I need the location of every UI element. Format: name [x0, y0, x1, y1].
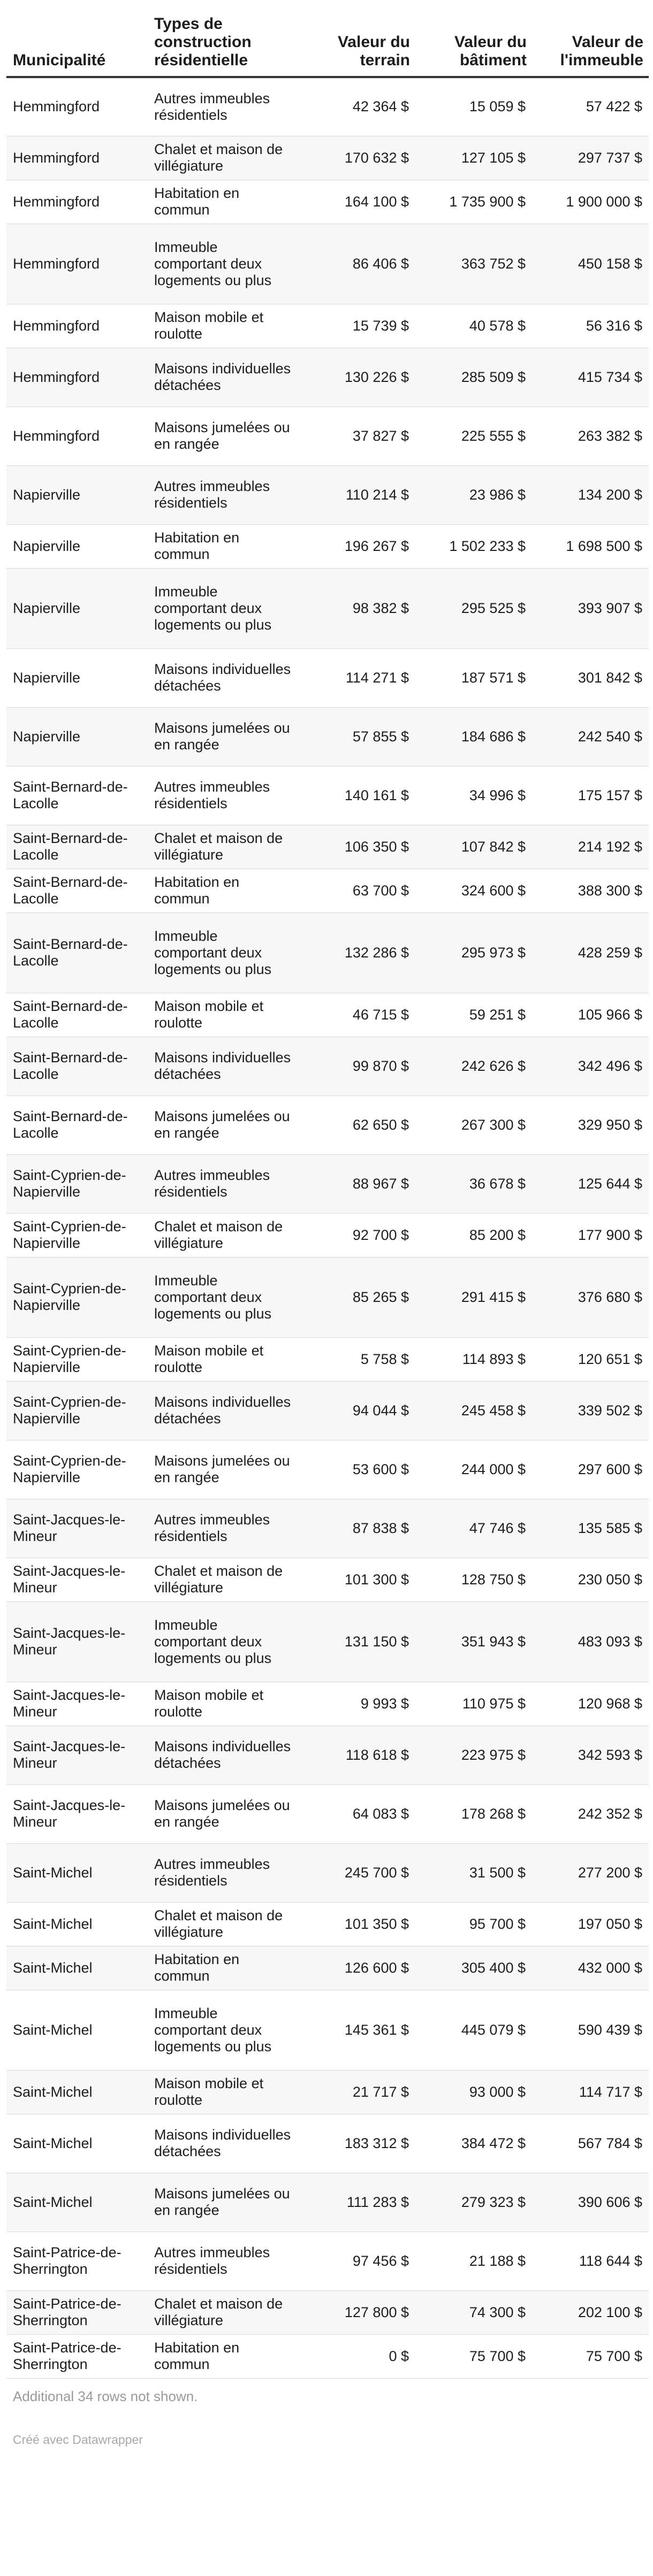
- cell-type: Maisons jumelées ou en rangée: [149, 1440, 299, 1499]
- cell-immeuble: 118 644 $: [532, 2232, 649, 2290]
- table-row: [6, 913, 649, 993]
- cell-batiment: 295 973 $: [415, 913, 532, 993]
- cell-batiment: 107 842 $: [415, 825, 532, 869]
- cell-type: Immeuble comportant deux logements ou plus: [149, 1990, 299, 2070]
- table-row: [6, 2290, 649, 2334]
- cell-batiment: 291 415 $: [415, 1257, 532, 1337]
- cell-terrain: 46 715 $: [299, 993, 415, 1037]
- cell-municipalite: Napierville: [6, 707, 149, 766]
- cell-terrain: 183 312 $: [299, 2114, 415, 2173]
- cell-terrain: 88 967 $: [299, 1154, 415, 1213]
- cell-terrain: 164 100 $: [299, 180, 415, 224]
- cell-batiment: 114 893 $: [415, 1337, 532, 1381]
- table-container: [6, 0, 649, 2447]
- cell-immeuble: 390 606 $: [532, 2173, 649, 2232]
- cell-municipalite: Napierville: [6, 648, 149, 707]
- cell-municipalite: Saint-Jacques-le-Mineur: [6, 1558, 149, 1601]
- cell-immeuble: 177 900 $: [532, 1213, 649, 1257]
- cell-immeuble: 120 651 $: [532, 1337, 649, 1381]
- cell-immeuble: 388 300 $: [532, 869, 649, 913]
- cell-municipalite: Saint-Michel: [6, 1990, 149, 2070]
- cell-municipalite: Saint-Michel: [6, 1946, 149, 1990]
- cell-terrain: 127 800 $: [299, 2290, 415, 2334]
- table-row: [6, 77, 649, 136]
- table-row: [6, 1440, 649, 1499]
- table-row: [6, 1095, 649, 1154]
- cell-type: Maison mobile et roulotte: [149, 993, 299, 1037]
- column-header-municipalite[interactable]: Municipalité: [6, 0, 149, 77]
- cell-immeuble: 567 784 $: [532, 2114, 649, 2173]
- cell-municipalite: Hemmingford: [6, 407, 149, 465]
- table-row: [6, 348, 649, 407]
- cell-type: Chalet et maison de villégiature: [149, 136, 299, 180]
- cell-batiment: 178 268 $: [415, 1784, 532, 1843]
- cell-type: Immeuble comportant deux logements ou plus: [149, 913, 299, 993]
- table-row: [6, 224, 649, 304]
- cell-batiment: 279 323 $: [415, 2173, 532, 2232]
- cell-type: Immeuble comportant deux logements ou plus: [149, 568, 299, 648]
- cell-terrain: 106 350 $: [299, 825, 415, 869]
- cell-type: Maison mobile et roulotte: [149, 1337, 299, 1381]
- table-row: [6, 2114, 649, 2173]
- cell-batiment: 305 400 $: [415, 1946, 532, 1990]
- column-header-batiment[interactable]: Valeur du bâtiment: [415, 0, 532, 77]
- column-header-immeuble[interactable]: Valeur de l'immeuble: [532, 0, 649, 77]
- cell-municipalite: Saint-Jacques-le-Mineur: [6, 1784, 149, 1843]
- cell-type: Chalet et maison de villégiature: [149, 825, 299, 869]
- cell-immeuble: 393 907 $: [532, 568, 649, 648]
- cell-immeuble: 590 439 $: [532, 1990, 649, 2070]
- cell-batiment: 242 626 $: [415, 1037, 532, 1095]
- cell-immeuble: 297 737 $: [532, 136, 649, 180]
- cell-terrain: 64 083 $: [299, 1784, 415, 1843]
- cell-batiment: 85 200 $: [415, 1213, 532, 1257]
- cell-type: Autres immeubles résidentiels: [149, 2232, 299, 2290]
- cell-municipalite: Hemmingford: [6, 136, 149, 180]
- table-row: [6, 648, 649, 707]
- table-row: [6, 568, 649, 648]
- cell-municipalite: Saint-Bernard-de-Lacolle: [6, 825, 149, 869]
- table-row: [6, 766, 649, 825]
- cell-municipalite: Hemmingford: [6, 77, 149, 136]
- cell-immeuble: 329 950 $: [532, 1095, 649, 1154]
- cell-batiment: 34 996 $: [415, 766, 532, 825]
- cell-batiment: 74 300 $: [415, 2290, 532, 2334]
- cell-municipalite: Saint-Bernard-de-Lacolle: [6, 869, 149, 913]
- table-body: [6, 77, 649, 2378]
- cell-municipalite: Saint-Patrice-de-Sherrington: [6, 2290, 149, 2334]
- cell-type: Habitation en commun: [149, 869, 299, 913]
- cell-type: Maison mobile et roulotte: [149, 2070, 299, 2114]
- table-row: [6, 1337, 649, 1381]
- cell-terrain: 37 827 $: [299, 407, 415, 465]
- cell-municipalite: Saint-Bernard-de-Lacolle: [6, 1095, 149, 1154]
- cell-terrain: 0 $: [299, 2334, 415, 2378]
- cell-batiment: 245 458 $: [415, 1381, 532, 1440]
- cell-batiment: 225 555 $: [415, 407, 532, 465]
- cell-type: Autres immeubles résidentiels: [149, 465, 299, 524]
- cell-batiment: 295 525 $: [415, 568, 532, 648]
- table-row: [6, 1601, 649, 1682]
- cell-municipalite: Saint-Michel: [6, 2114, 149, 2173]
- cell-batiment: 267 300 $: [415, 1095, 532, 1154]
- cell-type: Autres immeubles résidentiels: [149, 77, 299, 136]
- table-row: [6, 1381, 649, 1440]
- cell-municipalite: Saint-Michel: [6, 2173, 149, 2232]
- cell-type: Maisons individuelles détachées: [149, 1037, 299, 1095]
- header-row: [6, 0, 649, 77]
- table-row: [6, 180, 649, 224]
- cell-batiment: 110 975 $: [415, 1682, 532, 1726]
- table-row: [6, 1037, 649, 1095]
- cell-municipalite: Saint-Jacques-le-Mineur: [6, 1499, 149, 1558]
- cell-municipalite: Hemmingford: [6, 180, 149, 224]
- cell-batiment: 351 943 $: [415, 1601, 532, 1682]
- cell-type: Chalet et maison de villégiature: [149, 1213, 299, 1257]
- cell-municipalite: Saint-Michel: [6, 2070, 149, 2114]
- cell-immeuble: 483 093 $: [532, 1601, 649, 1682]
- cell-batiment: 285 509 $: [415, 348, 532, 407]
- column-header-type[interactable]: Types de construction résidentielle: [149, 0, 299, 77]
- cell-terrain: 15 739 $: [299, 304, 415, 348]
- cell-type: Maison mobile et roulotte: [149, 1682, 299, 1726]
- cell-batiment: 324 600 $: [415, 869, 532, 913]
- table-row: [6, 304, 649, 348]
- cell-immeuble: 56 316 $: [532, 304, 649, 348]
- cell-type: Maisons individuelles détachées: [149, 648, 299, 707]
- cell-municipalite: Saint-Bernard-de-Lacolle: [6, 766, 149, 825]
- cell-terrain: 110 214 $: [299, 465, 415, 524]
- cell-immeuble: 415 734 $: [532, 348, 649, 407]
- cell-terrain: 118 618 $: [299, 1726, 415, 1784]
- table-row: [6, 993, 649, 1037]
- cell-municipalite: Saint-Jacques-le-Mineur: [6, 1726, 149, 1784]
- table-row: [6, 2334, 649, 2378]
- table-row: [6, 1843, 649, 1902]
- cell-municipalite: Saint-Bernard-de-Lacolle: [6, 913, 149, 993]
- cell-terrain: 131 150 $: [299, 1601, 415, 1682]
- table-row: [6, 1726, 649, 1784]
- cell-type: Maisons jumelées ou en rangée: [149, 407, 299, 465]
- cell-immeuble: 135 585 $: [532, 1499, 649, 1558]
- cell-municipalite: Saint-Cyprien-de-Napierville: [6, 1440, 149, 1499]
- cell-type: Maisons individuelles détachées: [149, 1726, 299, 1784]
- cell-batiment: 31 500 $: [415, 1843, 532, 1902]
- cell-type: Maisons jumelées ou en rangée: [149, 707, 299, 766]
- table-row: [6, 825, 649, 869]
- cell-immeuble: 242 540 $: [532, 707, 649, 766]
- cell-batiment: 1 502 233 $: [415, 524, 532, 568]
- cell-terrain: 126 600 $: [299, 1946, 415, 1990]
- cell-type: Immeuble comportant deux logements ou plus: [149, 1257, 299, 1337]
- cell-type: Chalet et maison de villégiature: [149, 2290, 299, 2334]
- cell-terrain: 85 265 $: [299, 1257, 415, 1337]
- cell-municipalite: Saint-Patrice-de-Sherrington: [6, 2232, 149, 2290]
- cell-immeuble: 339 502 $: [532, 1381, 649, 1440]
- cell-batiment: 15 059 $: [415, 77, 532, 136]
- cell-terrain: 170 632 $: [299, 136, 415, 180]
- cell-terrain: 130 226 $: [299, 348, 415, 407]
- cell-type: Habitation en commun: [149, 524, 299, 568]
- cell-type: Maisons jumelées ou en rangée: [149, 1784, 299, 1843]
- cell-immeuble: 202 100 $: [532, 2290, 649, 2334]
- table-row: [6, 407, 649, 465]
- cell-immeuble: 105 966 $: [532, 993, 649, 1037]
- cell-immeuble: 114 717 $: [532, 2070, 649, 2114]
- cell-batiment: 95 700 $: [415, 1902, 532, 1946]
- cell-municipalite: Saint-Jacques-le-Mineur: [6, 1682, 149, 1726]
- cell-immeuble: 297 600 $: [532, 1440, 649, 1499]
- cell-municipalite: Hemmingford: [6, 304, 149, 348]
- cell-municipalite: Napierville: [6, 465, 149, 524]
- cell-terrain: 111 283 $: [299, 2173, 415, 2232]
- cell-municipalite: Napierville: [6, 568, 149, 648]
- cell-batiment: 75 700 $: [415, 2334, 532, 2378]
- cell-municipalite: Saint-Patrice-de-Sherrington: [6, 2334, 149, 2378]
- cell-municipalite: Saint-Cyprien-de-Napierville: [6, 1337, 149, 1381]
- cell-immeuble: 432 000 $: [532, 1946, 649, 1990]
- cell-type: Habitation en commun: [149, 2334, 299, 2378]
- cell-terrain: 196 267 $: [299, 524, 415, 568]
- cell-batiment: 21 188 $: [415, 2232, 532, 2290]
- cell-type: Immeuble comportant deux logements ou plus: [149, 1601, 299, 1682]
- cell-batiment: 223 975 $: [415, 1726, 532, 1784]
- cell-terrain: 21 717 $: [299, 2070, 415, 2114]
- table-row: [6, 2070, 649, 2114]
- cell-terrain: 97 456 $: [299, 2232, 415, 2290]
- table-row: [6, 1558, 649, 1601]
- cell-terrain: 145 361 $: [299, 1990, 415, 2070]
- table-row: [6, 1902, 649, 1946]
- cell-type: Maisons jumelées ou en rangée: [149, 2173, 299, 2232]
- cell-immeuble: 376 680 $: [532, 1257, 649, 1337]
- cell-municipalite: Saint-Cyprien-de-Napierville: [6, 1154, 149, 1213]
- cell-municipalite: Hemmingford: [6, 348, 149, 407]
- more-rows-note: Additional 34 rows not shown.: [13, 2388, 198, 2404]
- cell-terrain: 9 993 $: [299, 1682, 415, 1726]
- credit-line: Créé avec Datawrapper: [13, 2432, 143, 2447]
- cell-municipalite: Saint-Cyprien-de-Napierville: [6, 1213, 149, 1257]
- cell-type: Maisons individuelles détachées: [149, 348, 299, 407]
- cell-batiment: 59 251 $: [415, 993, 532, 1037]
- table-row: [6, 1990, 649, 2070]
- cell-municipalite: Saint-Cyprien-de-Napierville: [6, 1381, 149, 1440]
- cell-immeuble: 57 422 $: [532, 77, 649, 136]
- cell-terrain: 99 870 $: [299, 1037, 415, 1095]
- cell-immeuble: 120 968 $: [532, 1682, 649, 1726]
- cell-batiment: 93 000 $: [415, 2070, 532, 2114]
- cell-batiment: 187 571 $: [415, 648, 532, 707]
- cell-terrain: 132 286 $: [299, 913, 415, 993]
- cell-terrain: 53 600 $: [299, 1440, 415, 1499]
- cell-type: Autres immeubles résidentiels: [149, 766, 299, 825]
- cell-immeuble: 1 900 000 $: [532, 180, 649, 224]
- cell-municipalite: Saint-Bernard-de-Lacolle: [6, 1037, 149, 1095]
- cell-immeuble: 342 496 $: [532, 1037, 649, 1095]
- cell-type: Habitation en commun: [149, 180, 299, 224]
- cell-terrain: 98 382 $: [299, 568, 415, 648]
- table-row: [6, 2173, 649, 2232]
- table-row: [6, 1946, 649, 1990]
- cell-terrain: 86 406 $: [299, 224, 415, 304]
- column-header-terrain[interactable]: Valeur du terrain: [299, 0, 415, 77]
- cell-type: Chalet et maison de villégiature: [149, 1902, 299, 1946]
- table-row: [6, 707, 649, 766]
- cell-immeuble: 214 192 $: [532, 825, 649, 869]
- cell-terrain: 101 350 $: [299, 1902, 415, 1946]
- cell-batiment: 36 678 $: [415, 1154, 532, 1213]
- cell-type: Autres immeubles résidentiels: [149, 1843, 299, 1902]
- cell-immeuble: 75 700 $: [532, 2334, 649, 2378]
- cell-batiment: 184 686 $: [415, 707, 532, 766]
- table-row: [6, 465, 649, 524]
- cell-terrain: 245 700 $: [299, 1843, 415, 1902]
- cell-terrain: 140 161 $: [299, 766, 415, 825]
- table-row: [6, 1682, 649, 1726]
- table-row: [6, 1784, 649, 1843]
- cell-type: Autres immeubles résidentiels: [149, 1499, 299, 1558]
- cell-batiment: 40 578 $: [415, 304, 532, 348]
- cell-type: Habitation en commun: [149, 1946, 299, 1990]
- cell-type: Immeuble comportant deux logements ou plus: [149, 224, 299, 304]
- cell-batiment: 363 752 $: [415, 224, 532, 304]
- table-row: [6, 2232, 649, 2290]
- cell-type: Maisons individuelles détachées: [149, 2114, 299, 2173]
- cell-immeuble: 301 842 $: [532, 648, 649, 707]
- table-row: [6, 136, 649, 180]
- cell-municipalite: Hemmingford: [6, 224, 149, 304]
- cell-batiment: 127 105 $: [415, 136, 532, 180]
- cell-terrain: 114 271 $: [299, 648, 415, 707]
- cell-type: Autres immeubles résidentiels: [149, 1154, 299, 1213]
- cell-terrain: 92 700 $: [299, 1213, 415, 1257]
- cell-terrain: 94 044 $: [299, 1381, 415, 1440]
- cell-terrain: 63 700 $: [299, 869, 415, 913]
- cell-terrain: 57 855 $: [299, 707, 415, 766]
- cell-immeuble: 428 259 $: [532, 913, 649, 993]
- cell-immeuble: 342 593 $: [532, 1726, 649, 1784]
- cell-immeuble: 263 382 $: [532, 407, 649, 465]
- cell-immeuble: 277 200 $: [532, 1843, 649, 1902]
- data-table: [6, 0, 649, 2379]
- table-row: [6, 1257, 649, 1337]
- cell-immeuble: 134 200 $: [532, 465, 649, 524]
- cell-terrain: 101 300 $: [299, 1558, 415, 1601]
- cell-municipalite: Saint-Bernard-de-Lacolle: [6, 993, 149, 1037]
- cell-batiment: 47 746 $: [415, 1499, 532, 1558]
- cell-immeuble: 230 050 $: [532, 1558, 649, 1601]
- cell-type: Maisons individuelles détachées: [149, 1381, 299, 1440]
- cell-immeuble: 197 050 $: [532, 1902, 649, 1946]
- cell-terrain: 42 364 $: [299, 77, 415, 136]
- cell-immeuble: 125 644 $: [532, 1154, 649, 1213]
- cell-terrain: 62 650 $: [299, 1095, 415, 1154]
- cell-batiment: 445 079 $: [415, 1990, 532, 2070]
- cell-type: Maisons jumelées ou en rangée: [149, 1095, 299, 1154]
- cell-immeuble: 1 698 500 $: [532, 524, 649, 568]
- cell-batiment: 128 750 $: [415, 1558, 532, 1601]
- table-row: [6, 1213, 649, 1257]
- table-row: [6, 1154, 649, 1213]
- cell-immeuble: 175 157 $: [532, 766, 649, 825]
- cell-terrain: 87 838 $: [299, 1499, 415, 1558]
- cell-batiment: 1 735 900 $: [415, 180, 532, 224]
- cell-municipalite: Saint-Cyprien-de-Napierville: [6, 1257, 149, 1337]
- cell-batiment: 23 986 $: [415, 465, 532, 524]
- cell-municipalite: Saint-Michel: [6, 1843, 149, 1902]
- cell-batiment: 244 000 $: [415, 1440, 532, 1499]
- cell-immeuble: 450 158 $: [532, 224, 649, 304]
- table-row: [6, 869, 649, 913]
- cell-batiment: 384 472 $: [415, 2114, 532, 2173]
- cell-municipalite: Saint-Jacques-le-Mineur: [6, 1601, 149, 1682]
- table-row: [6, 1499, 649, 1558]
- cell-terrain: 5 758 $: [299, 1337, 415, 1381]
- cell-municipalite: Napierville: [6, 524, 149, 568]
- cell-municipalite: Saint-Michel: [6, 1902, 149, 1946]
- cell-type: Maison mobile et roulotte: [149, 304, 299, 348]
- cell-type: Chalet et maison de villégiature: [149, 1558, 299, 1601]
- cell-immeuble: 242 352 $: [532, 1784, 649, 1843]
- table-row: [6, 524, 649, 568]
